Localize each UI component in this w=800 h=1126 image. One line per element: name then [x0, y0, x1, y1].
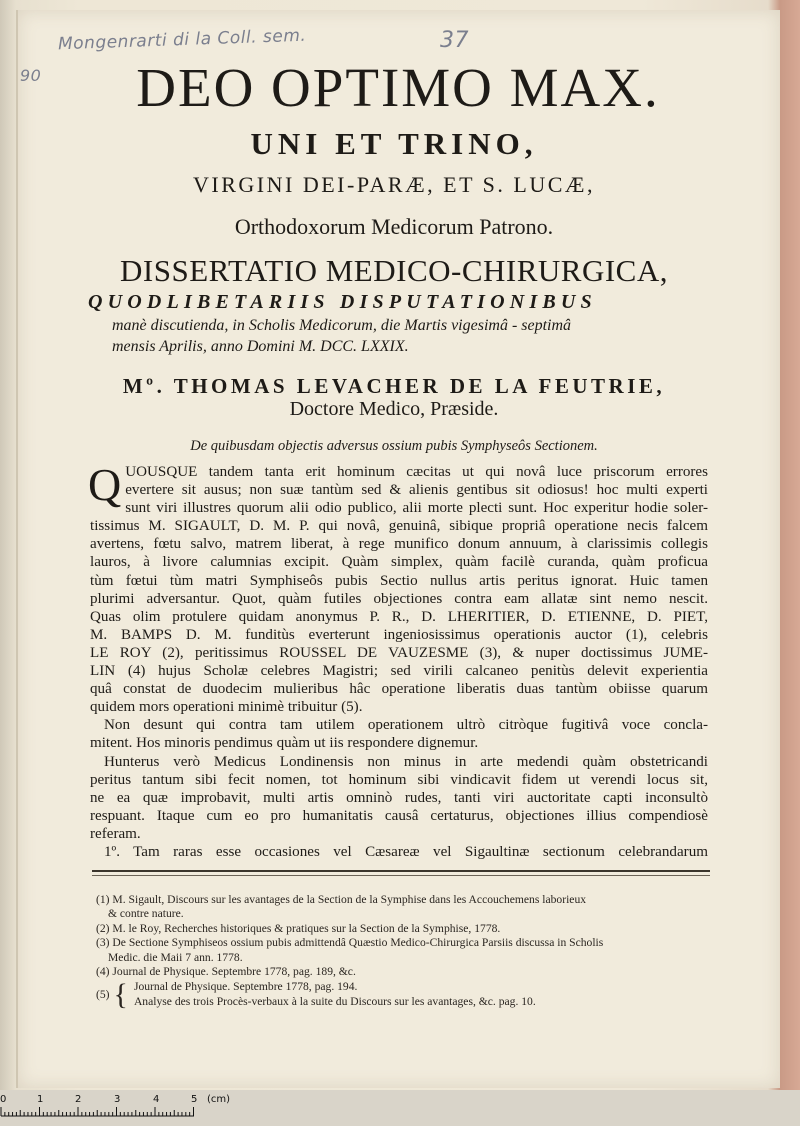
footnote-4: (4) Journal de Physique. Septembre 1778, pag. 189, &c. [96, 965, 356, 979]
scale-label-5: 5 [191, 1094, 198, 1105]
title-line-2: UNI ET TRINO, [250, 126, 538, 161]
footnote-5-lines [134, 980, 536, 1009]
footnote-5-label: (5) [96, 987, 110, 1001]
text-line: ne ea quæ improbavit, multi artis omninò rudes, tanti viri auctoritate capti inconsultò [90, 789, 708, 806]
text-line: LIN (4) hujus Scholæ celebres Magistri; sed virili calcaneo penitùs delevit experientia [90, 663, 708, 680]
ruler-ticks [0, 1106, 200, 1126]
thesis-topic: De quibusdam objectis adversus ossium pubis Symphyseôs Sectionem. [190, 438, 598, 454]
footnote-2: (2) M. le Roy, Recherches historiques & pratiques sur la Section de la Symphise, 1778. [96, 921, 501, 935]
brace-icon: { [113, 977, 128, 1011]
date-line-2: mensis Aprilis, anno Domini M. DCC. LXXIX. [112, 338, 409, 355]
body-text [88, 459, 708, 861]
scale-label-2: 2 [75, 1094, 82, 1105]
footnote-3-cont: Medic. die Maii 7 ann. 1778. [108, 950, 243, 964]
text-line: peritus tantum sibi fecit nomen, tot hominum sibi vindicavit fidem ut verendi locus sit, [90, 771, 708, 788]
drop-cap: Q [88, 459, 122, 510]
scale-label-1: 1 [37, 1094, 44, 1105]
text-line: M. BAMPS D. M. funditùs everterunt ingeniosissimus operationis auctor (1), celebris [90, 626, 708, 643]
scale-label-0: 0 [0, 1094, 7, 1105]
text-line: quâ constat de duodecim mulieribus hâc operatione liberatis duas tantùm obiisse quarum [90, 681, 708, 698]
text-line: quidem mors operationi minimè tribuitur (5). [90, 699, 363, 716]
text-line: UOUSQUE tandem tanta erit hominum cæcitas ut qui novâ luce priscorum errores [125, 464, 708, 480]
text-line: Hunterus verò Medicus Londinensis non minus in arte medendi quàm obstetricandi [104, 753, 708, 770]
text-line: tùm fœtui tùm matri Symphiseôs pubis Sectio nullus artis peritus ignorat. Huic tamen [90, 572, 708, 589]
paragraph-4 [90, 843, 708, 861]
text-line: Quas olim protulere quidam anonymus P. R., D. LHERITIER, D. ETIENNE, D. PIET, [90, 608, 708, 625]
footnote-5b: Analyse des trois Procès-verbaux à la suite du Discours sur les avantages, &c. pag. 10. [133, 994, 536, 1008]
footnote-5a: Journal de Physique. Septembre 1778, pag. 194. [133, 980, 358, 994]
text-line: lauros, à livore calumnias excipit. Quàm simplex, quàm facilè curanda, quàm proficua [90, 554, 708, 571]
text-line: referam. [90, 825, 141, 842]
text-line: LE ROY (2), peritissimus ROUSSEL DE VAUZESME (3), & nuper doctissimus JUME- [90, 644, 708, 661]
text-line: avertens, fœtu salvo, matrem liberat, à rege munifico donum annuum, à clarissimis collegis [90, 536, 708, 553]
handwritten-annotation: Mongenrarti di la Coll. sem. [57, 25, 307, 55]
measurement-scale [0, 1092, 240, 1126]
scale-unit: (cm) [207, 1094, 231, 1105]
text-line: respuant. Itaque cum eo pro humanitatis causâ certaturus, objectiones illius compendiosè [90, 807, 708, 824]
footnotes [96, 893, 714, 1009]
subtitle: QUODLIBETARIIS DISPUTATIONIBUS [88, 291, 597, 313]
paragraph-2 [90, 716, 708, 752]
footnote-rule [92, 870, 710, 876]
date-line [112, 315, 712, 357]
title-line-1: DEO OPTIMO MAX. [136, 57, 660, 118]
text-line: 1º. Tam raras esse occasiones vel Cæsareæ vel Sigaultinæ sectionum celebrandarum [104, 843, 708, 860]
paragraph-3 [90, 753, 708, 843]
text-line: evertere sit ausus; non suæ tantùm sed & alienis gentibus sit odiosus! hoc multi experti [125, 482, 708, 499]
margin-number: 90 [20, 66, 42, 85]
footnote-5 [96, 977, 714, 1011]
folio-number: 37 [440, 28, 469, 53]
date-line-1: manè discutienda, in Scholis Medicorum, die Martis vigesimâ - septimâ [112, 317, 572, 334]
text-line: mitent. Hos minoris pendimus quàm ut iis respondere dignemur. [90, 735, 479, 752]
scale-label-3: 3 [114, 1094, 121, 1105]
paragraph-1 [88, 459, 708, 716]
text-line: sunt viri illustres quorum alii odio publico, alii morte plecti sunt. Hoc experitur hodie soler- [125, 500, 708, 517]
scale-label-4: 4 [153, 1094, 160, 1105]
footnote-1-cont: & contre nature. [108, 907, 184, 921]
footnote-3: (3) De Sectione Symphiseos ossium pubis admittendâ Quæstio Medico-Chirurgica Parsiis discussa in Scholis [96, 936, 604, 950]
dissertation-title: DISSERTATIO MEDICO-CHIRURGICA, [120, 253, 668, 288]
title-line-3: VIRGINI DEI-PARÆ, ET S. LUCÆ, [193, 172, 595, 197]
text-line: tissimus M. SIGAULT, D. M. P. qui novâ, genuinâ, sibique propriâ operatione necis falcem [90, 518, 708, 535]
title-line-4: Orthodoxorum Medicorum Patrono. [234, 214, 554, 239]
footnote-1: (1) M. Sigault, Discours sur les avantages de la Section de la Symphise dans les Accouchemens laborieux [96, 893, 587, 906]
text-line: plurimi adversantur. Quot, quàm futiles objectiones contra eam allatæ sint nemo nescit. [90, 590, 708, 607]
text-line: Non desunt qui contra tam utilem operationem ultrò citròque fugitivâ voce concla- [104, 717, 708, 734]
author-name: Mº. THOMAS LEVACHER DE LA FEUTRIE, [122, 374, 666, 398]
author-role: Doctore Medico, Præside. [289, 398, 499, 420]
